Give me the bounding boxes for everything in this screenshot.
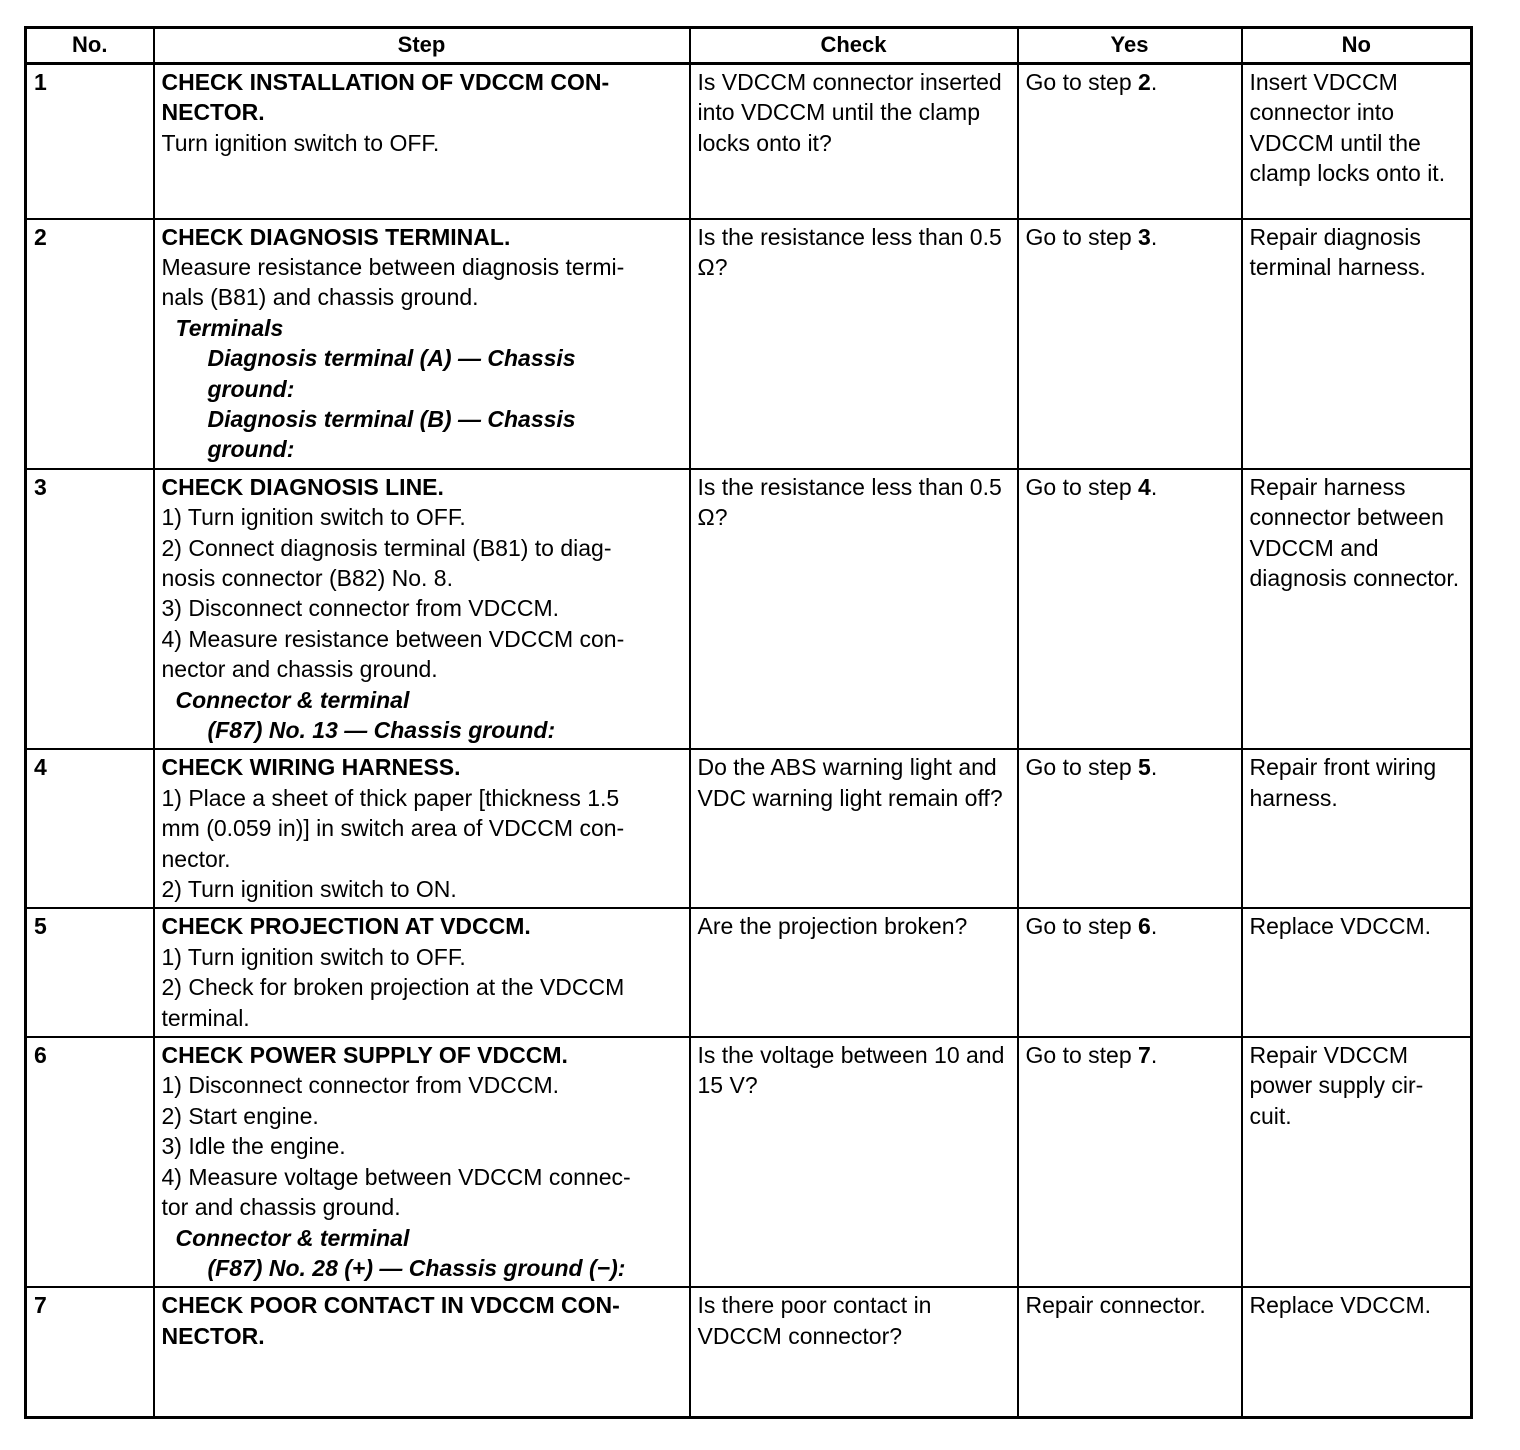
step-cell <box>154 908 690 1037</box>
step-instruction-line: 1) Turn ignition switch to OFF. <box>161 504 466 531</box>
check-question: Is there poor contact in VDCCM connector? <box>690 1287 1018 1417</box>
yes-prefix: Go to step <box>1025 913 1139 940</box>
terminal-heading: Terminals <box>175 314 284 341</box>
step-instruction-line: 4) Measure resistance between VDCCM con- <box>161 625 625 652</box>
step-title-line: NECTOR. <box>161 99 265 126</box>
step-instruction-line: 3) Disconnect connector from VDCCM. <box>161 595 560 622</box>
step-number: 4 <box>26 749 154 908</box>
step-instruction-line: terminal. <box>161 1004 250 1031</box>
header-check: Check <box>690 28 1018 64</box>
step-instruction-line: nals (B81) and chassis ground. <box>161 284 479 311</box>
step-title: CHECK PROJECTION AT VDCCM. <box>161 913 531 940</box>
step-instruction-line: Measure resistance between diagnosis termi- <box>161 253 625 280</box>
step-number: 1 <box>26 64 154 219</box>
step-number: 3 <box>26 469 154 750</box>
step-title: CHECK DIAGNOSIS LINE. <box>161 473 444 500</box>
step-title: CHECK WIRING HARNESS. <box>161 754 461 781</box>
no-action: Insert VDCCM connector into VDCCM until the clamp locks onto it. <box>1242 64 1472 219</box>
step-instruction-line: 3) Idle the engine. <box>161 1133 346 1160</box>
yes-action-text: Repair connector. <box>1025 1292 1206 1319</box>
step-cell <box>154 1037 690 1287</box>
step-title-line: CHECK INSTALLATION OF VDCCM CON- <box>161 69 610 95</box>
step-number: 7 <box>26 1287 154 1417</box>
check-question: Are the projection broken? <box>690 908 1018 1037</box>
yes-prefix: Go to step <box>1025 223 1139 250</box>
check-question: Is the resistance less than 0.5 Ω? <box>690 219 1018 469</box>
yes-step-number: 5 <box>1138 754 1151 781</box>
check-question: Is the resistance less than 0.5 Ω? <box>690 469 1018 750</box>
step-instruction-line: 1) Disconnect connector from VDCCM. <box>161 1072 560 1099</box>
yes-suffix: . <box>1150 913 1158 940</box>
diagnostic-table <box>24 26 1473 1419</box>
header-row <box>26 28 1472 64</box>
yes-action <box>1018 469 1242 750</box>
step-title: CHECK POWER SUPPLY OF VDCCM. <box>161 1042 568 1069</box>
step-instruction-line: 2) Check for broken projection at the VDCCM <box>161 974 625 1001</box>
yes-action <box>1018 64 1242 219</box>
terminal-spec <box>162 404 682 465</box>
table-row <box>26 219 1472 469</box>
yes-prefix: Go to step <box>1025 1042 1139 1069</box>
step-number: 5 <box>26 908 154 1037</box>
no-action: Repair VDCCM power supply cir-cuit. <box>1242 1037 1472 1287</box>
check-question: Do the ABS warning light and VDC warning light remain off? <box>690 749 1018 908</box>
step-title: CHECK DIAGNOSIS TERMINAL. <box>161 223 511 250</box>
yes-action <box>1018 908 1242 1037</box>
yes-step-number: 6 <box>1138 913 1151 940</box>
yes-step-number: 4 <box>1138 473 1151 500</box>
no-action: Repair harness connector between VDCCM and diagnosis connector. <box>1242 469 1472 750</box>
terminal-spec <box>162 343 682 404</box>
terminal-spec-line: ground: <box>207 375 295 402</box>
header-yes: Yes <box>1018 28 1242 64</box>
table-row <box>26 1287 1472 1417</box>
terminal-heading: Connector & terminal <box>175 1224 410 1251</box>
terminal-heading: Connector & terminal <box>175 686 410 713</box>
terminal-spec-line: ground: <box>207 436 295 463</box>
table-row <box>26 908 1472 1037</box>
table-row <box>26 1037 1472 1287</box>
step-instruction-line: 2) Connect diagnosis terminal (B81) to diag- <box>161 534 612 561</box>
yes-prefix: Go to step <box>1025 754 1139 781</box>
step-cell <box>154 749 690 908</box>
yes-step-number: 2 <box>1138 69 1151 95</box>
step-instruction-line: mm (0.059 in)] in switch area of VDCCM con- <box>161 815 625 842</box>
yes-action <box>1018 219 1242 469</box>
no-action: Repair front wiring harness. <box>1242 749 1472 908</box>
header-no: No. <box>26 28 154 64</box>
step-title-line: NECTOR. <box>161 1322 265 1349</box>
yes-suffix: . <box>1150 1042 1158 1069</box>
step-cell <box>154 1287 690 1417</box>
step-cell <box>154 64 690 219</box>
no-action: Replace VDCCM. <box>1242 908 1472 1037</box>
step-instruction-line: 1) Place a sheet of thick paper [thickness 1.5 <box>161 784 620 811</box>
step-cell <box>154 469 690 750</box>
step-instruction-line: tor and chassis ground. <box>161 1194 401 1221</box>
yes-suffix: . <box>1150 754 1158 781</box>
step-number: 6 <box>26 1037 154 1287</box>
terminal-spec-line: Diagnosis terminal (B) — Chassis <box>207 405 576 432</box>
terminal-spec <box>162 715 682 745</box>
yes-action <box>1018 1037 1242 1287</box>
yes-prefix: Go to step <box>1025 473 1139 500</box>
yes-suffix: . <box>1150 223 1158 250</box>
terminal-spec-line: Diagnosis terminal (A) — Chassis <box>207 345 576 372</box>
yes-action <box>1018 749 1242 908</box>
check-question: Is the voltage between 10 and 15 V? <box>690 1037 1018 1287</box>
step-cell <box>154 219 690 469</box>
step-instruction-line: 2) Start engine. <box>161 1102 319 1129</box>
terminal-spec-line: (F87) No. 13 — Chassis ground: <box>207 717 556 743</box>
yes-prefix: Go to step <box>1025 69 1139 95</box>
yes-suffix: . <box>1150 473 1158 500</box>
diagnostic-procedure <box>24 26 1470 1419</box>
step-instruction-line: nector and chassis ground. <box>161 656 438 683</box>
terminal-spec-line: (F87) No. 28 (+) — Chassis ground (−): <box>207 1254 626 1281</box>
step-instruction-line: Turn ignition switch to OFF. <box>161 129 440 156</box>
table-row <box>26 749 1472 908</box>
step-instruction-line: nector. <box>161 845 231 872</box>
header-step: Step <box>154 28 690 64</box>
step-instruction-line: nosis connector (B82) No. 8. <box>161 564 453 591</box>
no-action: Replace VDCCM. <box>1242 1287 1472 1417</box>
step-instruction-line: 4) Measure voltage between VDCCM connec- <box>161 1163 631 1190</box>
step-instruction-line: 2) Turn ignition switch to ON. <box>161 876 457 903</box>
yes-step-number: 7 <box>1138 1042 1151 1069</box>
yes-action <box>1018 1287 1242 1417</box>
step-number: 2 <box>26 219 154 469</box>
yes-step-number: 3 <box>1138 223 1151 250</box>
no-action: Repair diagnosis terminal harness. <box>1242 219 1472 469</box>
terminal-spec <box>162 1253 682 1283</box>
header-no-action: No <box>1242 28 1472 64</box>
table-row <box>26 469 1472 750</box>
yes-suffix: . <box>1150 69 1158 95</box>
step-title-line: CHECK POOR CONTACT IN VDCCM CON- <box>161 1292 620 1319</box>
table-row <box>26 64 1472 219</box>
check-question: Is VDCCM connector inserted into VDCCM until the clamp locks onto it? <box>690 64 1018 219</box>
step-instruction-line: 1) Turn ignition switch to OFF. <box>161 943 466 970</box>
